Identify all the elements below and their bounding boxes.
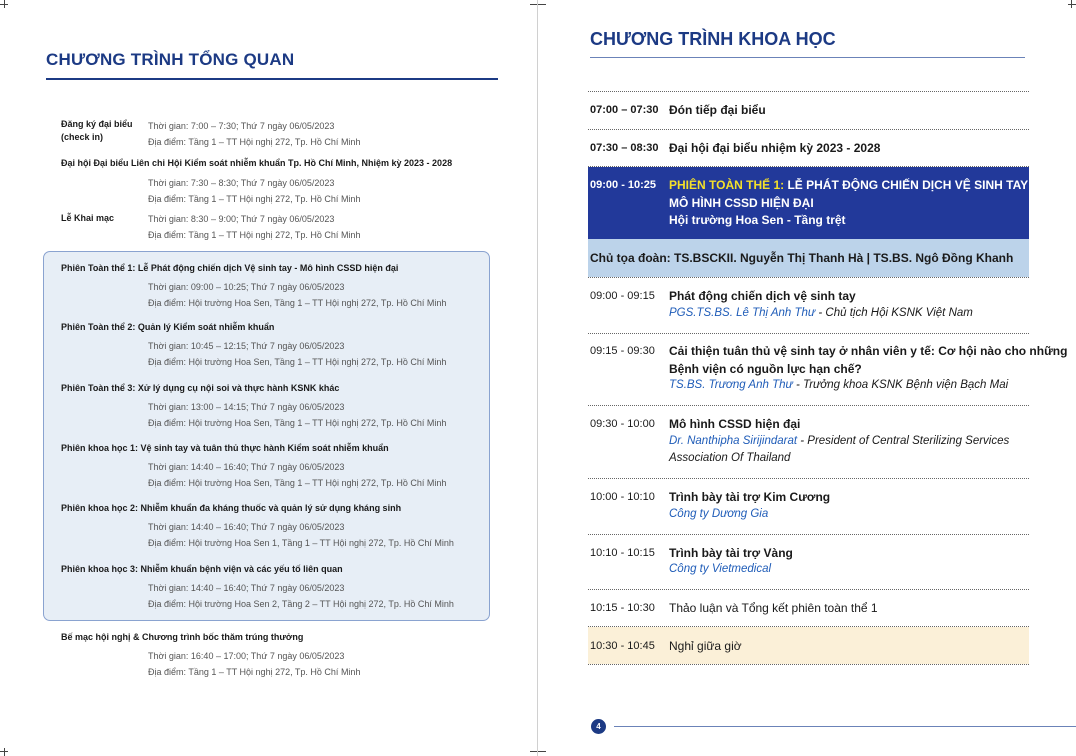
talk-title: Trình bày tài trợ Kim Cương xyxy=(669,490,831,504)
row-separator xyxy=(588,405,1029,406)
row-separator xyxy=(588,664,1029,665)
speaker-role: - Chủ tịch Hội KSNK Việt Nam xyxy=(815,307,973,319)
entry-heading: Đăng ký đại biểu (check in) xyxy=(61,119,133,142)
speaker-name: Dr. Nanthipha Sirijindarat xyxy=(669,435,798,447)
entry-time: Thời gian: 7:00 – 7:30; Thứ 7 ngày 06/05/2023 xyxy=(148,121,335,131)
entry-heading: Bế mạc hội nghị & Chương trình bốc thăm trúng thưởng xyxy=(61,632,304,642)
talk-title: Phát động chiến dịch vệ sinh tay xyxy=(669,289,856,303)
program-title: CHƯƠNG TRÌNH KHOA HỌC xyxy=(590,29,836,49)
entry-place: Địa điểm: Tầng 1 – TT Hội nghị 272, Tp. Hồ Chí Minh xyxy=(148,667,361,677)
talk-title: Mô hình CSSD hiện đại xyxy=(669,417,801,431)
row-time: 10:10 - 10:15 xyxy=(590,547,655,559)
row-time: 09:00 - 09:15 xyxy=(590,290,655,302)
session-title xyxy=(669,178,1028,192)
speaker-role: Association Of Thailand xyxy=(669,452,791,464)
entry-time: Thời gian: 8:30 – 9:00; Thứ 7 ngày 06/05/2023 xyxy=(148,214,335,224)
entry-heading: Lễ Khai mạc xyxy=(61,213,115,223)
entry-heading: Phiên khoa học 2: Nhiễm khuẩn đa kháng thuốc và quản lý sử dụng kháng sinh xyxy=(61,503,402,513)
talk-speaker-line xyxy=(669,379,1008,391)
entry-time: Thời gian: 16:40 – 17:00; Thứ 7 ngày 06/05/2023 xyxy=(148,651,345,661)
entry-place: Địa điểm: Tầng 1 – TT Hội nghị 272, Tp. Hồ Chí Minh xyxy=(148,194,361,204)
entry-time: Thời gian: 14:40 – 16:40; Thứ 7 ngày 06/05/2023 xyxy=(148,462,345,472)
entry-place: Địa điểm: Hội trường Hoa Sen 1, Tầng 1 – TT Hội nghị 272, Tp. Hồ Chí Minh xyxy=(148,538,454,548)
row-time: 07:30 – 08:30 xyxy=(590,142,659,154)
row-separator xyxy=(588,589,1029,590)
talk-title: Thảo luận và Tổng kết phiên toàn thể 1 xyxy=(669,601,878,615)
chair-line: Chủ tọa đoàn: TS.BSCKII. Nguyễn Thị Thanh Hà | TS.BS. Ngô Đồng Khanh xyxy=(590,251,1014,265)
row-separator xyxy=(588,626,1029,627)
row-separator xyxy=(588,534,1029,535)
row-separator xyxy=(588,91,1029,92)
entry-heading: Phiên Toàn thể 2: Quản lý Kiểm soát nhiễm khuẩn xyxy=(61,322,275,332)
row-separator xyxy=(588,478,1029,479)
entry-time: Thời gian: 13:00 – 14:15; Thứ 7 ngày 06/05/2023 xyxy=(148,402,345,412)
talk-title: Trình bày tài trợ Vàng xyxy=(669,546,793,560)
overview-title: CHƯƠNG TRÌNH TỔNG QUAN xyxy=(46,50,295,69)
entry-place: Địa điểm: Hội trường Hoa Sen 2, Tầng 2 – TT Hội nghị 272, Tp. Hồ Chí Minh xyxy=(148,599,454,609)
row-title: Đại hội đại biểu nhiệm kỳ 2023 - 2028 xyxy=(669,141,881,155)
entry-time: Thời gian: 10:45 – 12:15; Thứ 7 ngày 06/05/2023 xyxy=(148,341,345,351)
page-number: 4 xyxy=(591,719,606,734)
entry-place: Địa điểm: Hội trường Hoa Sen, Tầng 1 – TT Hội nghị 272, Tp. Hồ Chí Minh xyxy=(148,478,447,488)
entry-place: Địa điểm: Tầng 1 – TT Hội nghị 272, Tp. Hồ Chí Minh xyxy=(148,137,361,147)
row-separator xyxy=(588,129,1029,130)
entry-heading: Phiên Toàn thể 1: Lễ Phát động chiến dịch Vệ sinh tay - Mô hình CSSD hiện đại xyxy=(61,263,399,273)
talk-title: Cải thiện tuân thủ vệ sinh tay ở nhân viên y tế: Cơ hội nào cho những xyxy=(669,344,1068,358)
entry-place: Địa điểm: Hội trường Hoa Sen, Tầng 1 – TT Hội nghị 272, Tp. Hồ Chí Minh xyxy=(148,418,447,428)
entry-heading: Đại hội Đại biểu Liên chi Hội Kiểm soát nhiễm khuẩn Tp. Hồ Chí Minh, Nhiệm kỳ 2023 - 2028 xyxy=(61,158,453,168)
speaker-name: Công ty Dương Gia xyxy=(669,508,769,520)
session-title-rest: LỄ PHÁT ĐỘNG CHIẾN DỊCH VỆ SINH TAY xyxy=(787,178,1029,192)
speaker-role: - Trưởng khoa KSNK Bệnh viện Bạch Mai xyxy=(792,379,1009,391)
speaker-name: Công ty Vietmedical xyxy=(669,563,772,575)
entry-heading: Phiên khoa học 3: Nhiễm khuẩn bệnh viện và các yếu tố liên quan xyxy=(61,564,343,574)
entry-heading: Phiên Toàn thể 3: Xử lý dụng cụ nội soi và thực hành KSNK khác xyxy=(61,383,340,393)
session-venue: Hội trường Hoa Sen - Tầng trệt xyxy=(669,213,846,227)
science-program-page xyxy=(538,0,1076,756)
row-time: 10:30 - 10:45 xyxy=(590,640,655,652)
talk-speaker-role-cont xyxy=(669,452,790,464)
entry-heading: Phiên khoa học 1: Vệ sinh tay và tuân thủ thực hành Kiểm soát nhiễm khuẩn xyxy=(61,443,389,453)
speaker-role: - President of Central Sterilizing Services xyxy=(797,435,1010,447)
talk-speaker-line xyxy=(669,307,973,319)
row-time: 09:15 - 09:30 xyxy=(590,345,655,357)
session-subtitle: MÔ HÌNH CSSD HIỆN ĐẠI xyxy=(669,196,814,210)
entry-time: Thời gian: 09:00 – 10:25; Thứ 7 ngày 06/05/2023 xyxy=(148,282,345,292)
row-title: Đón tiếp đại biểu xyxy=(669,103,766,117)
session-label: PHIÊN TOÀN THỂ 1: xyxy=(669,178,785,192)
entry-place: Địa điểm: Hội trường Hoa Sen, Tầng 1 – TT Hội nghị 272, Tp. Hồ Chí Minh xyxy=(148,357,447,367)
row-time: 10:00 - 10:10 xyxy=(590,491,655,503)
entry-time: Thời gian: 14:40 – 16:40; Thứ 7 ngày 06/05/2023 xyxy=(148,522,345,532)
talk-speaker-line xyxy=(669,435,1009,447)
row-separator xyxy=(588,277,1029,278)
title-rule xyxy=(46,78,498,80)
speaker-name: TS.BS. Trương Anh Thư xyxy=(669,379,793,391)
talk-speaker-line xyxy=(669,508,768,520)
row-time: 07:00 – 07:30 xyxy=(590,104,659,116)
entry-time: Thời gian: 14:40 – 16:40; Thứ 7 ngày 06/05/2023 xyxy=(148,583,345,593)
row-time: 09:30 - 10:00 xyxy=(590,418,655,430)
title-rule xyxy=(590,57,1025,58)
talk-title: Nghỉ giữa giờ xyxy=(669,639,742,653)
row-separator xyxy=(588,166,1029,167)
talk-title-cont: Bệnh viện có nguồn lực hạn chế? xyxy=(669,362,862,376)
talk-speaker-line xyxy=(669,563,771,575)
speaker-name: PGS.TS.BS. Lê Thị Anh Thư xyxy=(669,307,816,319)
row-separator xyxy=(588,333,1029,334)
entry-place: Địa điểm: Hội trường Hoa Sen, Tầng 1 – TT Hội nghị 272, Tp. Hồ Chí Minh xyxy=(148,298,447,308)
entry-time: Thời gian: 7:30 – 8:30; Thứ 7 ngày 06/05/2023 xyxy=(148,178,335,188)
session-time: 09:00 - 10:25 xyxy=(590,179,657,191)
entry-place: Địa điểm: Tầng 1 – TT Hội nghị 272, Tp. Hồ Chí Minh xyxy=(148,230,361,240)
row-time: 10:15 - 10:30 xyxy=(590,602,655,614)
footer-rule xyxy=(614,726,1076,727)
